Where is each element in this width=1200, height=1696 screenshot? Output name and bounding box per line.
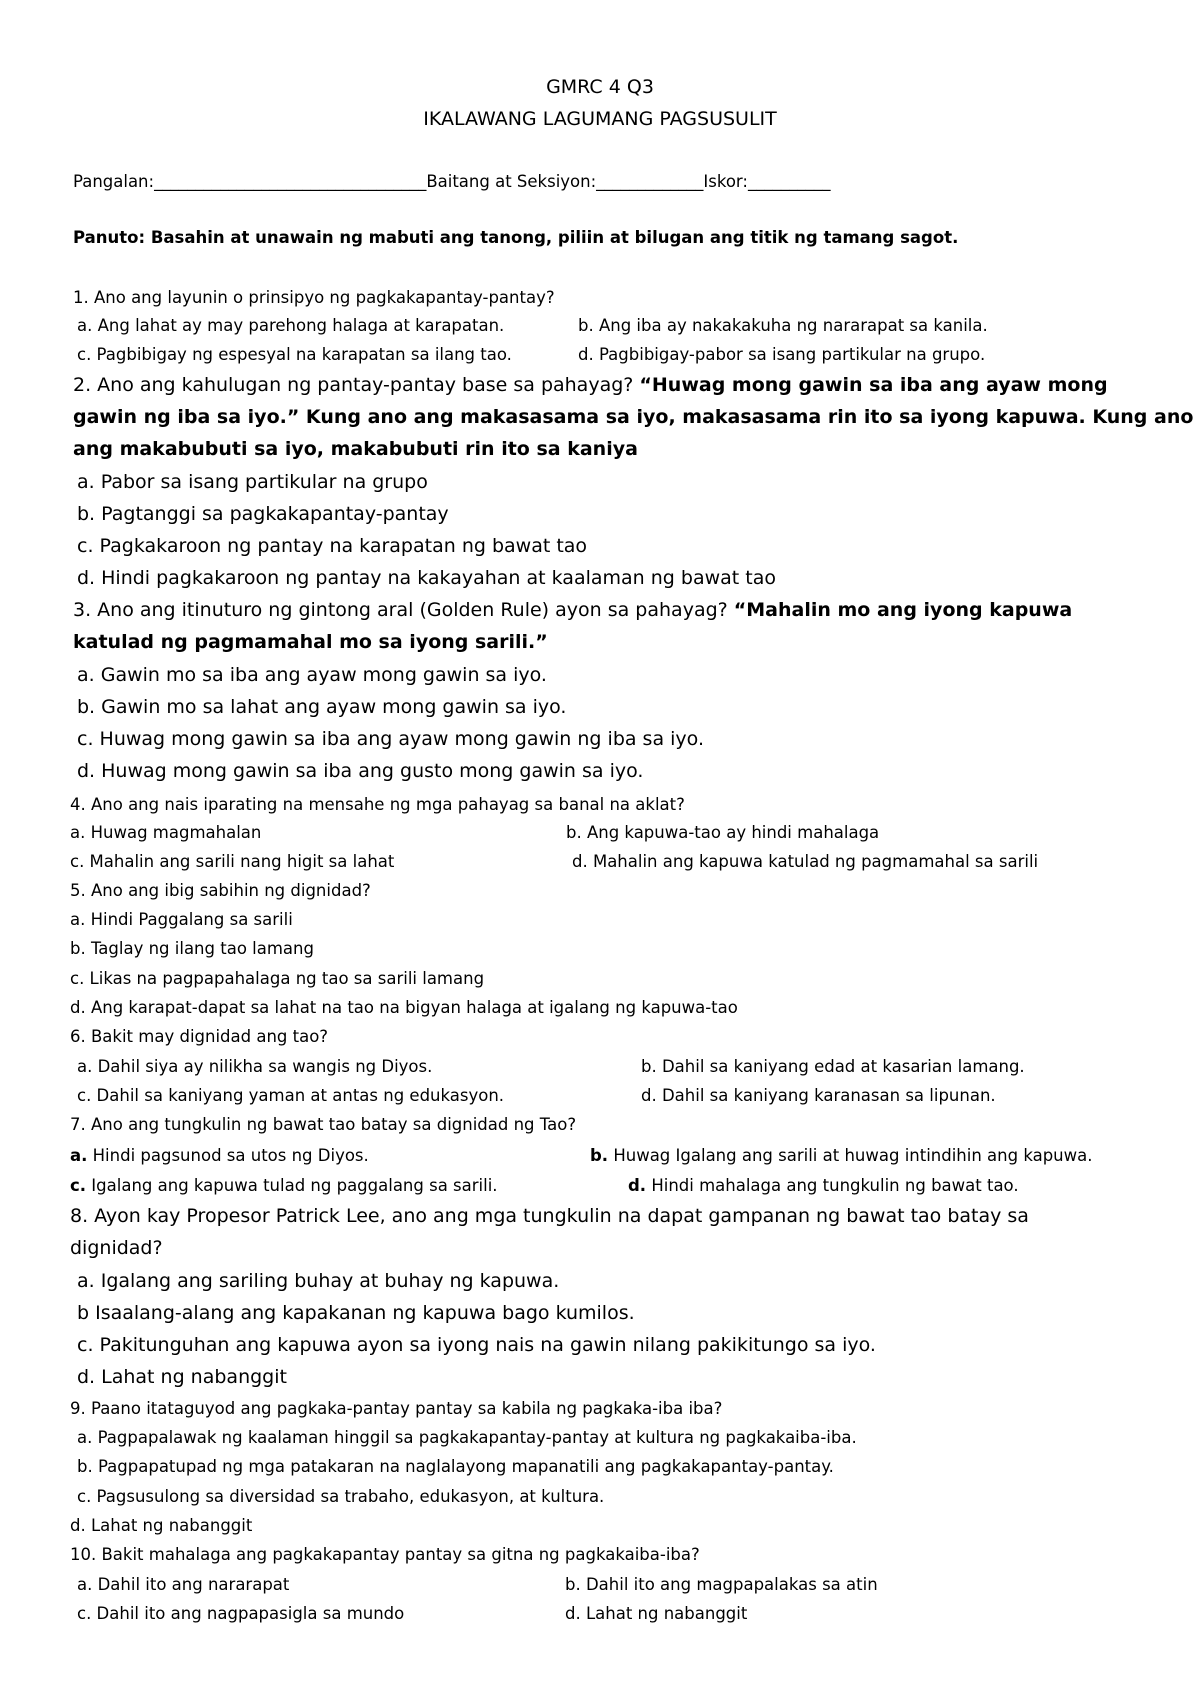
q7-choice-c-letter: c. (70, 1176, 87, 1195)
q9-choice-b: b. Pagpapatupad ng mga patakaran na naglalayong mapanatili ang pagkakapantay-pantay. (77, 1457, 834, 1476)
q1-choice-d: d. Pagbibigay-pabor sa isang partikular na grupo. (578, 345, 986, 364)
q9-choice-d: d. Lahat ng nabanggit (70, 1516, 253, 1535)
q7-choice-d-letter: d. (628, 1176, 647, 1195)
q8-question-line2: dignidad? (70, 1237, 163, 1259)
q10-choice-d: d. Lahat ng nabanggit (565, 1604, 748, 1623)
q4-choice-c: c. Mahalin ang sarili nang higit sa lahat (70, 852, 395, 871)
q7-choice-b-letter: b. (590, 1146, 609, 1165)
q3-choice-a: a. Gawin mo sa iba ang ayaw mong gawin sa iyo. (77, 664, 547, 686)
q8-question-line1: 8. Ayon kay Propesor Patrick Lee, ano ang mga tungkulin na dapat gampanan ng bawat tao batay sa (70, 1205, 1029, 1227)
q2-quote-line3: ang makabubuti sa iyo, makabubuti rin ito sa kaniya (73, 438, 638, 460)
q7-choice-a-text: Hindi pagsunod sa utos ng Diyos. (87, 1146, 369, 1165)
q5-choice-a: a. Hindi Paggalang sa sarili (70, 910, 293, 929)
q3-choice-d: d. Huwag mong gawin sa iba ang gusto mong gawin sa iyo. (77, 760, 644, 782)
q1-question: 1. Ano ang layunin o prinsipyo ng pagkakapantay-pantay? (73, 288, 555, 307)
q7-choice-d (628, 1176, 1019, 1195)
q7-choice-a (70, 1146, 369, 1165)
q2-choice-b: b. Pagtanggi sa pagkakapantay-pantay (77, 503, 449, 525)
q8-choice-c: c. Pakitunguhan ang kapuwa ayon sa iyong nais na gawin nilang pakikitungo sa iyo. (77, 1334, 876, 1356)
q2-question-line1 (73, 374, 1108, 396)
q3-question-line1 (73, 599, 1072, 621)
q6-choice-d: d. Dahil sa kaniyang karanasan sa lipunan. (641, 1086, 996, 1105)
q10-choice-a: a. Dahil ito ang nararapat (77, 1575, 290, 1594)
q7-question: 7. Ano ang tungkulin ng bawat tao batay sa dignidad ng Tao? (70, 1115, 577, 1134)
q5-choice-d: d. Ang karapat-dapat sa lahat na tao na bigyan halaga at igalang ng kapuwa-tao (70, 998, 738, 1017)
q1-choice-a: a. Ang lahat ay may parehong halaga at karapatan. (77, 316, 505, 335)
q8-choice-b: b Isaalang-alang ang kapakanan ng kapuwa bago kumilos. (77, 1302, 635, 1324)
q4-choice-d: d. Mahalin ang kapuwa katulad ng pagmamahal sa sarili (572, 852, 1039, 871)
q3-quote-line2: katulad ng pagmamahal mo sa iyong sarili.” (73, 631, 548, 653)
q4-choice-b: b. Ang kapuwa-tao ay hindi mahalaga (566, 823, 880, 842)
student-info-line: Pangalan:_________________________________Baitang at Seksiyon:_____________Iskor:__________ (73, 172, 831, 191)
exam-title: GMRC 4 Q3 (546, 76, 654, 98)
q2-choice-d: d. Hindi pagkakaroon ng pantay na kakayahan at kaalaman ng bawat tao (77, 567, 776, 589)
q7-choice-c-text: Igalang ang kapuwa tulad ng paggalang sa sarili. (86, 1176, 498, 1195)
q8-choice-a: a. Igalang ang sariling buhay at buhay ng kapuwa. (77, 1270, 560, 1292)
q2-choice-a: a. Pabor sa isang partikular na grupo (77, 471, 428, 493)
q10-question: 10. Bakit mahalaga ang pagkakapantay pantay sa gitna ng pagkakaiba-iba? (70, 1545, 700, 1564)
q8-choice-d: d. Lahat ng nabanggit (77, 1366, 287, 1388)
q1-choice-b: b. Ang iba ay nakakakuha ng nararapat sa kanila. (578, 316, 988, 335)
q9-question: 9. Paano itataguyod ang pagkaka-pantay pantay sa kabila ng pagkaka-iba iba? (70, 1399, 723, 1418)
q3-choice-b: b. Gawin mo sa lahat ang ayaw mong gawin sa iyo. (77, 696, 567, 718)
q10-choice-c: c. Dahil ito ang nagpapasigla sa mundo (77, 1604, 405, 1623)
q7-choice-c (70, 1176, 498, 1195)
q7-choice-b (590, 1146, 1093, 1165)
q3-question-text: 3. Ano ang itinuturo ng gintong aral (Golden Rule) ayon sa pahayag? (73, 599, 734, 621)
q7-choice-b-text: Huwag Igalang ang sarili at huwag intindihin ang kapuwa. (608, 1146, 1093, 1165)
q5-choice-b: b. Taglay ng ilang tao lamang (70, 939, 314, 958)
q6-choice-c: c. Dahil sa kaniyang yaman at antas ng edukasyon. (77, 1086, 505, 1105)
q4-question: 4. Ano ang nais iparating na mensahe ng mga pahayag sa banal na aklat? (70, 795, 685, 814)
q9-choice-c: c. Pagsusulong sa diversidad sa trabaho, edukasyon, at kultura. (77, 1487, 605, 1506)
q4-choice-a: a. Huwag magmahalan (70, 823, 262, 842)
directions: Panuto: Basahin at unawain ng mabuti ang tanong, piliin at bilugan ang titik ng tamang sagot. (73, 228, 959, 247)
q6-choice-a: a. Dahil siya ay nilikha sa wangis ng Diyos. (77, 1057, 433, 1076)
q3-quote-start: “Mahalin mo ang iyong kapuwa (733, 599, 1073, 621)
q5-choice-c: c. Likas na pagpapahalaga ng tao sa sarili lamang (70, 969, 485, 988)
q6-question: 6. Bakit may dignidad ang tao? (70, 1027, 329, 1046)
exam-subtitle: IKALAWANG LAGUMANG PAGSUSULIT (423, 108, 777, 130)
q5-question: 5. Ano ang ibig sabihin ng dignidad? (70, 881, 371, 900)
q6-choice-b: b. Dahil sa kaniyang edad at kasarian lamang. (641, 1057, 1025, 1076)
q2-quote-line2: gawin ng iba sa iyo.” Kung ano ang makasasama sa iyo, makasasama rin ito sa iyong kapuwa. Kung ano (73, 406, 1194, 428)
q3-choice-c: c. Huwag mong gawin sa iba ang ayaw mong gawin ng iba sa iyo. (77, 728, 704, 750)
q10-choice-b: b. Dahil ito ang magpapalakas sa atin (565, 1575, 878, 1594)
q9-choice-a: a. Pagpapalawak ng kaalaman hinggil sa pagkakapantay-pantay at kultura ng pagkakaiba-iba. (77, 1428, 857, 1447)
q2-quote-start: “Huwag mong gawin sa iba ang ayaw mong (639, 374, 1108, 396)
q7-choice-a-letter: a. (70, 1146, 88, 1165)
q2-choice-c: c. Pagkakaroon ng pantay na karapatan ng bawat tao (77, 535, 588, 557)
q2-question-text: 2. Ano ang kahulugan ng pantay-pantay base sa pahayag? (73, 374, 640, 396)
q7-choice-d-text: Hindi mahalaga ang tungkulin ng bawat tao. (646, 1176, 1019, 1195)
q1-choice-c: c. Pagbibigay ng espesyal na karapatan sa ilang tao. (77, 345, 512, 364)
